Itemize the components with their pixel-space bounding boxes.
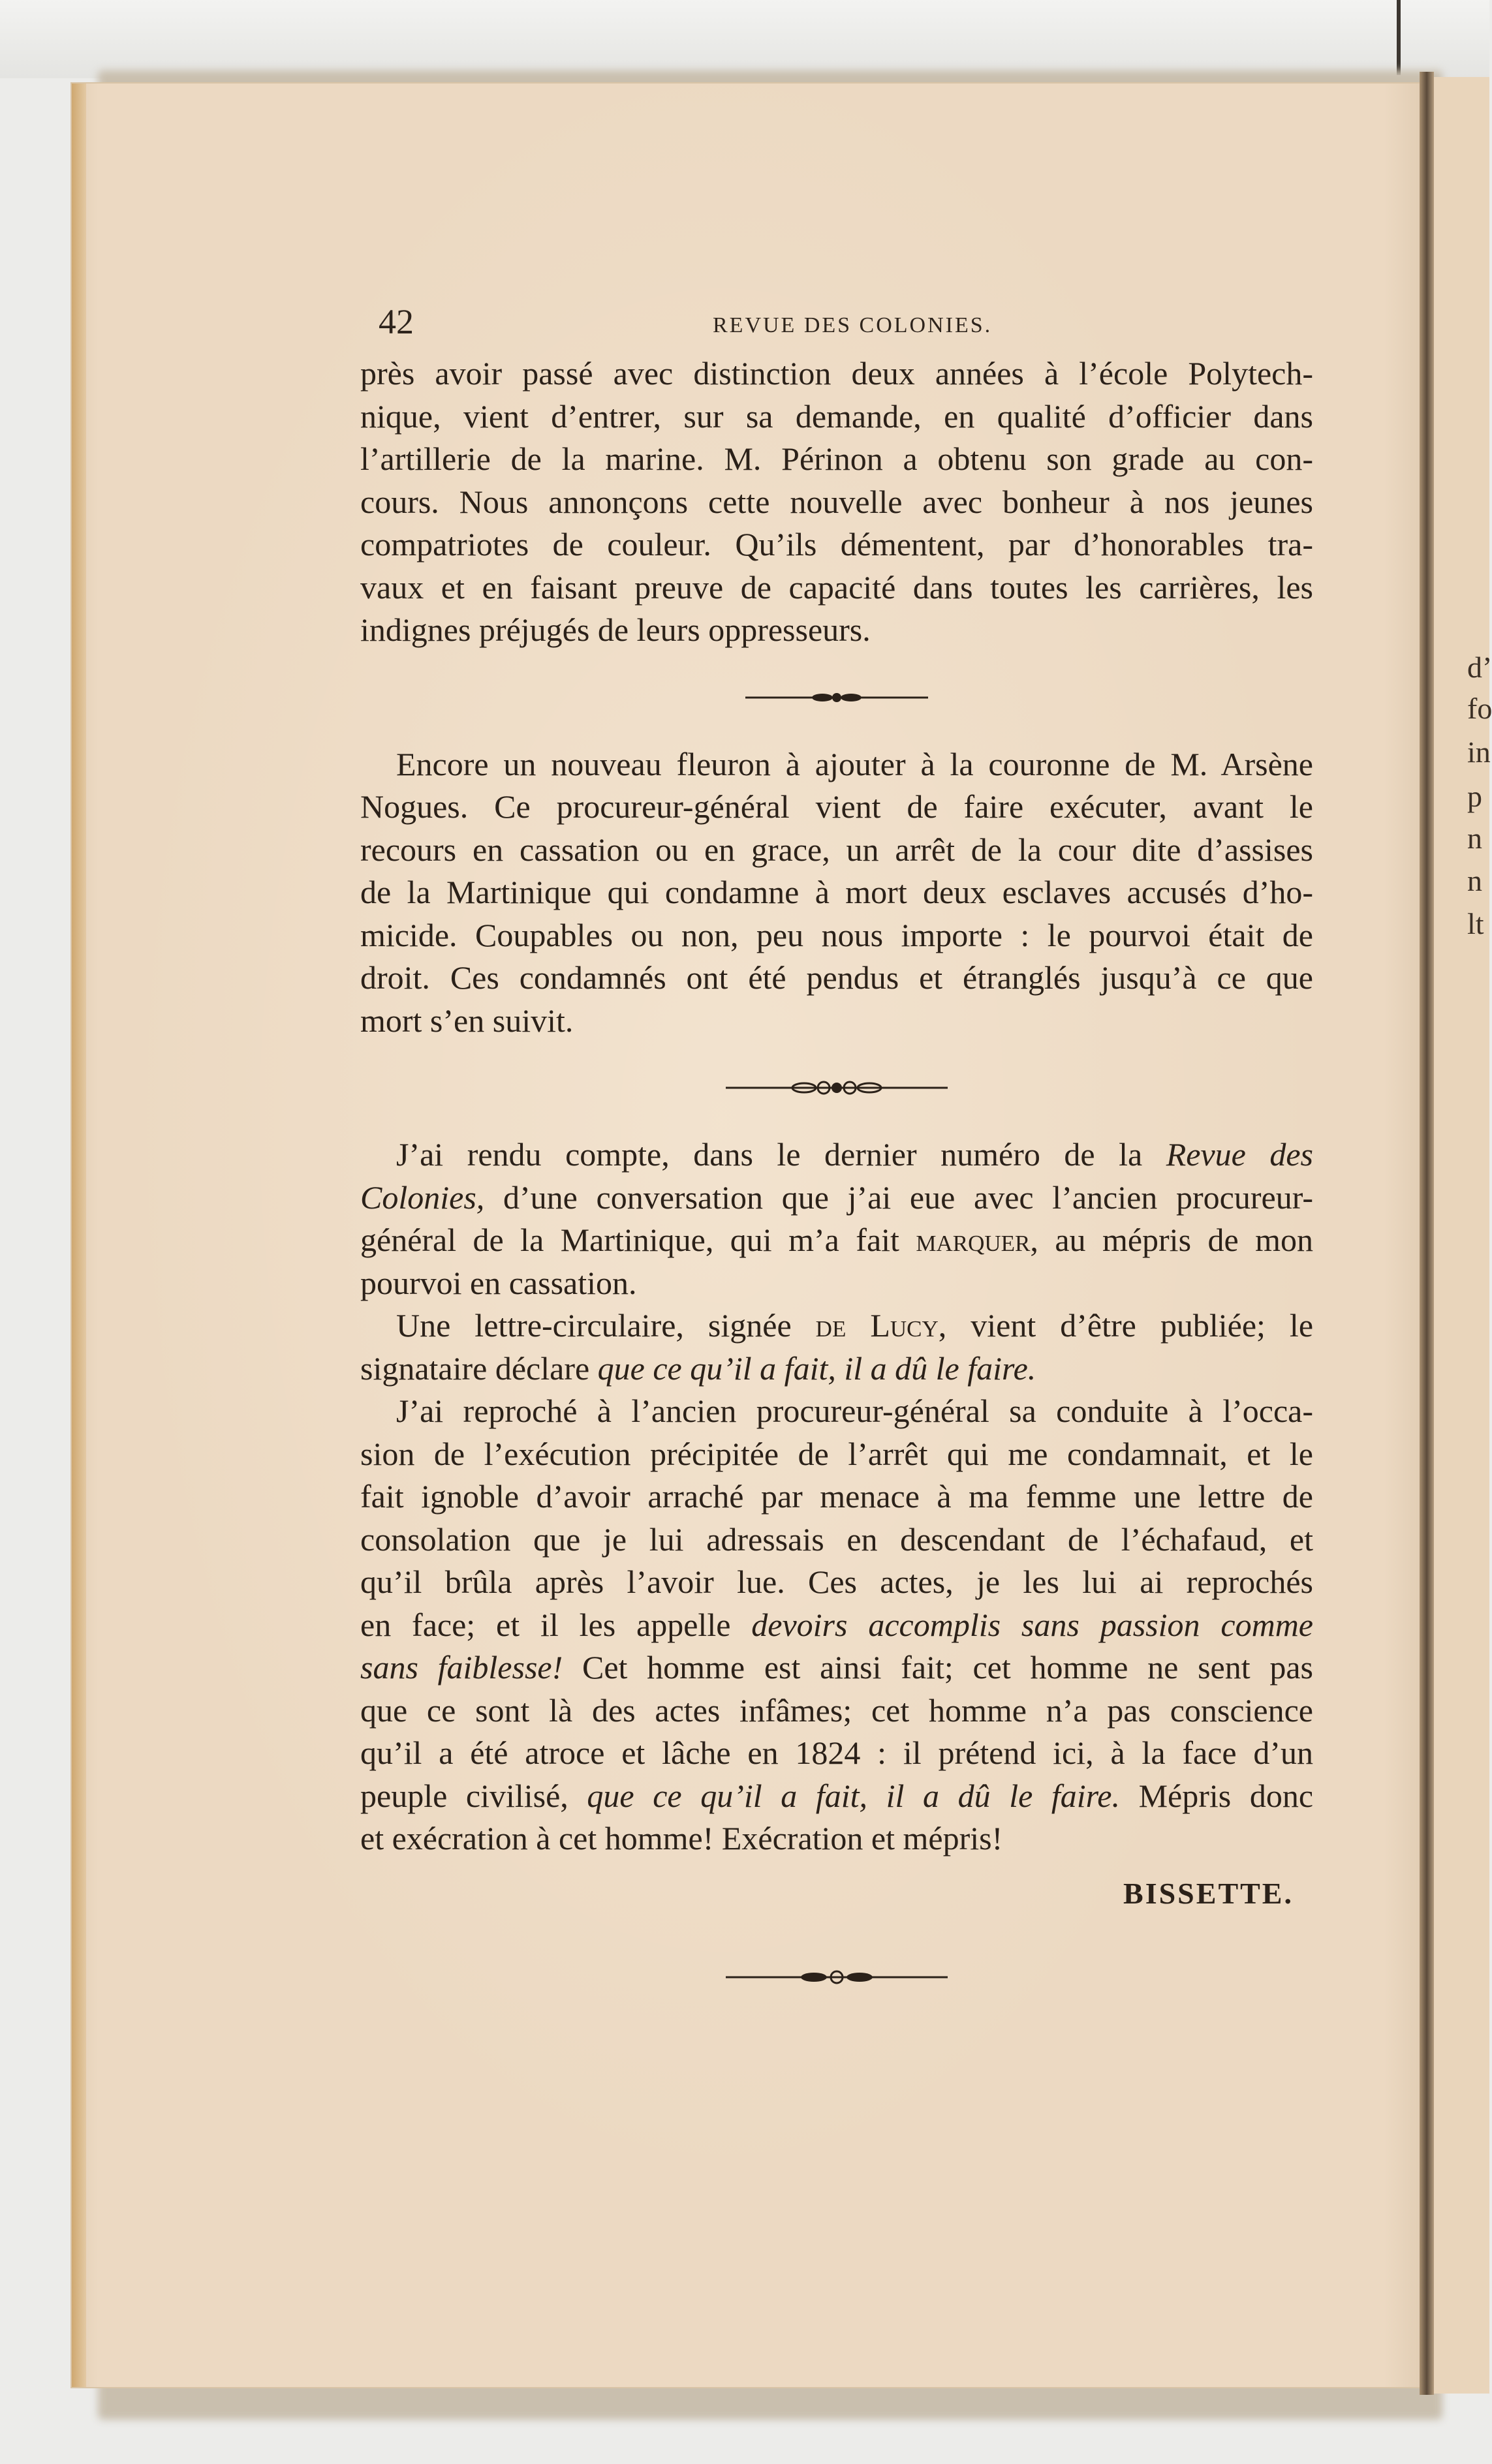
page-number: 42 xyxy=(379,302,414,341)
text-line: peuple civilisé, que ce qu’il a fait, il a dû le faire. Mépris donc xyxy=(360,1777,1314,1814)
fleuron-ornament xyxy=(726,1076,948,1100)
text-line: Nogues. Ce procureur-général vient de faire exécuter, avant le xyxy=(360,788,1313,825)
facing-page-fragment: d’ xyxy=(1467,651,1492,684)
text-line: droit. Ces condamnés ont été pendus et étranglés jusqu’à ce que xyxy=(360,959,1313,996)
paragraph-circulaire xyxy=(360,1304,1313,1390)
scanner-edge xyxy=(1397,0,1401,75)
paragraph-perinon xyxy=(360,352,1313,652)
text-line: vaux et en faisant preuve de capacité dans toutes les carrières, les xyxy=(360,568,1313,606)
scan-background xyxy=(0,0,1489,78)
text-line: Colonies, d’une conversation que j’ai eue avec l’ancien procureur- xyxy=(360,1178,1313,1216)
text-line: qu’il a été atroce et lâche en 1824 : il prétend ici, à la face d’un xyxy=(360,1734,1313,1771)
text-line: qu’il brûla après l’avoir lue. Ces actes, je les lui ai reprochés xyxy=(360,1563,1313,1600)
paragraph-compte-rendu xyxy=(360,1133,1313,1304)
text-line: mort s’en suivit. xyxy=(360,1002,574,1039)
facing-page-fragment: fo xyxy=(1467,692,1492,725)
text-line: cours. Nous annonçons cette nouvelle avec bonheur à nos jeunes xyxy=(360,483,1313,520)
text-line: sion de l’exécution précipitée de l’arrêt qui me condamnait, et le xyxy=(360,1435,1313,1472)
text-line: que ce sont là des actes infâmes; cet homme n’a pas conscience xyxy=(360,1691,1313,1729)
text-line: J’ai reproché à l’ancien procureur-général sa conduite à l’occa- xyxy=(396,1393,1313,1429)
text-line: indignes préjugés de leurs oppresseurs. xyxy=(360,611,871,648)
text-line: et exécration à cet homme! Exécration et mépris! xyxy=(360,1820,1003,1856)
facing-page-fragment: in xyxy=(1467,735,1491,769)
text-line: Encore un nouveau fleuron à ajouter à la couronne de M. Arsène xyxy=(396,745,1313,782)
text-line: J’ai rendu compte, dans le dernier numéro de la Revue des xyxy=(396,1136,1314,1173)
text-line: pourvoi en cassation. xyxy=(360,1264,637,1301)
text-line: près avoir passé avec distinction deux années à l’école Polytech- xyxy=(360,355,1313,392)
text-line: en face; et il les appelle devoirs accomplis sans passion comme xyxy=(360,1606,1313,1643)
text-line: recours en cassation ou en grace, un arrêt de la cour dite d’assises xyxy=(360,831,1313,868)
paragraph-reproche xyxy=(360,1390,1313,1860)
fleuron-ornament xyxy=(726,1965,948,1989)
fleuron-ornament xyxy=(745,686,928,709)
text-line: fait ignoble d’avoir arraché par menace à ma femme une lettre de xyxy=(360,1478,1313,1515)
text-line: nique, vient d’entrer, sur sa demande, en qualité d’officier dans xyxy=(360,397,1313,435)
facing-page-fragment: p xyxy=(1467,780,1482,813)
paragraph-nogues xyxy=(360,743,1313,1043)
article-text xyxy=(360,352,1313,1989)
text-line: l’artillerie de la marine. M. Périnon a obtenu son grade au con- xyxy=(360,440,1313,477)
author-signature: BISSETTE. xyxy=(1123,1876,1294,1910)
page-edge xyxy=(72,84,86,2387)
running-head: REVUE DES COLONIES. xyxy=(713,313,993,337)
facing-page-fragment: lt xyxy=(1467,907,1484,940)
text-line: sans faiblesse! Cet homme est ainsi fait; cet homme ne sent pas xyxy=(360,1649,1313,1686)
book-gutter xyxy=(1420,72,1434,2395)
text-line: consolation que je lui adressais en descendant de l’échafaud, et xyxy=(360,1520,1313,1558)
text-line: général de la Martinique, qui m’a fait marquer, au mépris de mon xyxy=(360,1222,1313,1258)
facing-page xyxy=(1434,77,1489,2394)
text-line: de la Martinique qui condamne à mort deux esclaves accusés d’ho- xyxy=(360,874,1313,910)
facing-page-fragment: n xyxy=(1467,864,1482,897)
text-line: micide. Coupables ou non, peu nous importe : le pourvoi était de xyxy=(360,916,1313,953)
text-line: compatriotes de couleur. Qu’ils démentent, par d’honorables tra- xyxy=(360,526,1313,562)
page-header xyxy=(379,301,1312,341)
text-line: signataire déclare que ce qu’il a fait, il a dû le faire. xyxy=(360,1349,1036,1387)
text-line: Une lettre-circulaire, signée de Lucy, vient d’être publiée; le xyxy=(396,1307,1314,1344)
facing-page-fragment: n xyxy=(1467,822,1482,855)
